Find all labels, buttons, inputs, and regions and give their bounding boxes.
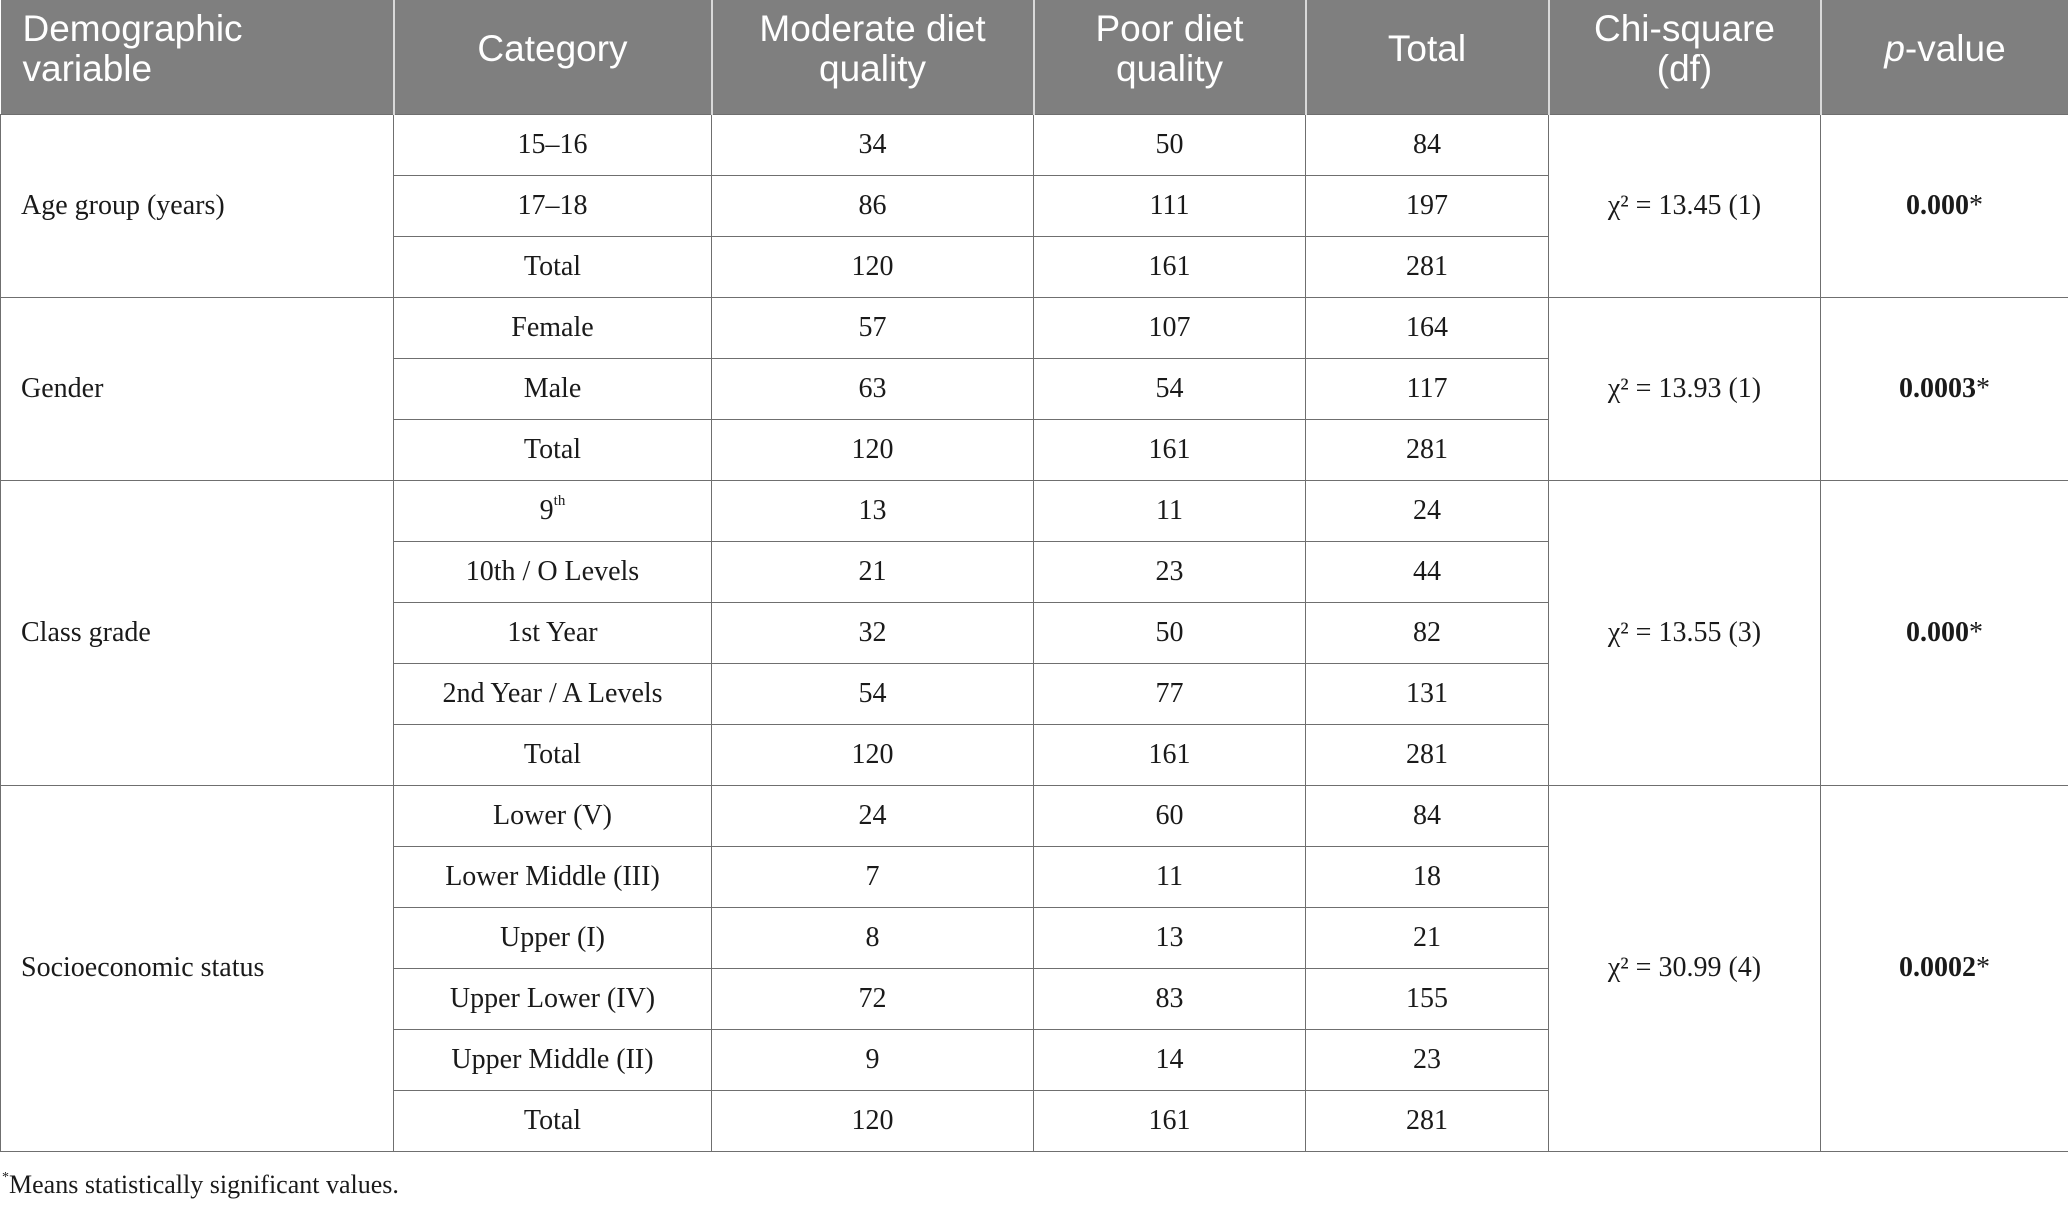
header-text-line: variable bbox=[22, 47, 153, 89]
category-cell bbox=[394, 846, 712, 907]
category-text: Female bbox=[511, 311, 594, 343]
header-p-rest: -value bbox=[1904, 27, 2006, 69]
moderate-diet-cell: 57 bbox=[712, 297, 1034, 358]
header-chi-square bbox=[1549, 0, 1821, 114]
total-cell: 117 bbox=[1306, 358, 1549, 419]
poor-diet-cell: 107 bbox=[1034, 297, 1306, 358]
total-cell: 197 bbox=[1306, 175, 1549, 236]
header-p-letter: p bbox=[1884, 27, 1905, 69]
significance-star: * bbox=[1969, 189, 1983, 221]
table-row bbox=[1, 785, 2068, 846]
poor-diet-cell: 161 bbox=[1034, 236, 1306, 297]
category-text: 10th / O Levels bbox=[465, 555, 640, 587]
category-cell bbox=[394, 358, 712, 419]
header-text-line: Demographic bbox=[22, 7, 243, 49]
header-text-line: (df) bbox=[1656, 47, 1713, 89]
table-footnote bbox=[2, 1170, 399, 1200]
table-row bbox=[1, 114, 2068, 175]
table-header bbox=[1, 0, 2068, 114]
poor-diet-cell: 50 bbox=[1034, 114, 1306, 175]
p-value-cell bbox=[1821, 297, 2068, 480]
poor-diet-cell: 77 bbox=[1034, 663, 1306, 724]
category-cell bbox=[394, 541, 712, 602]
header-p-value bbox=[1821, 0, 2068, 114]
moderate-diet-cell: 86 bbox=[712, 175, 1034, 236]
category-cell bbox=[394, 907, 712, 968]
moderate-diet-cell: 21 bbox=[712, 541, 1034, 602]
chi-square-cell: χ² = 13.93 (1) bbox=[1549, 297, 1821, 480]
total-cell: 23 bbox=[1306, 1029, 1549, 1090]
category-cell bbox=[394, 480, 712, 541]
moderate-diet-cell: 9 bbox=[712, 1029, 1034, 1090]
category-cell bbox=[394, 114, 712, 175]
header-text-line: quality bbox=[819, 47, 926, 89]
demographic-variable-cell: Class grade bbox=[1, 480, 394, 785]
category-cell bbox=[394, 419, 712, 480]
table-body bbox=[1, 114, 2068, 1151]
chi-square-cell: χ² = 13.45 (1) bbox=[1549, 114, 1821, 297]
header-text-line: Moderate diet bbox=[759, 7, 986, 49]
header-demographic-variable bbox=[1, 0, 394, 114]
poor-diet-cell: 54 bbox=[1034, 358, 1306, 419]
category-text: 1st Year bbox=[507, 616, 598, 648]
category-text: Total bbox=[523, 1104, 582, 1136]
header-poor-diet-quality bbox=[1034, 0, 1306, 114]
category-text: Lower Middle (III) bbox=[445, 860, 660, 892]
p-value-text: 0.000 bbox=[1906, 616, 1969, 648]
total-cell: 281 bbox=[1306, 419, 1549, 480]
moderate-diet-cell: 34 bbox=[712, 114, 1034, 175]
category-text: 2nd Year / A Levels bbox=[442, 677, 663, 709]
header-row bbox=[1, 0, 2068, 114]
header-text-line: Chi-square bbox=[1594, 7, 1775, 49]
category-text: 9 bbox=[539, 494, 554, 526]
p-value-cell bbox=[1821, 114, 2068, 297]
total-cell: 82 bbox=[1306, 602, 1549, 663]
poor-diet-cell: 50 bbox=[1034, 602, 1306, 663]
category-text: 17–18 bbox=[517, 189, 588, 221]
category-text: Upper (I) bbox=[500, 921, 605, 953]
moderate-diet-cell: 8 bbox=[712, 907, 1034, 968]
moderate-diet-cell: 120 bbox=[712, 1090, 1034, 1151]
chi-square-cell: χ² = 30.99 (4) bbox=[1549, 785, 1821, 1151]
poor-diet-cell: 161 bbox=[1034, 1090, 1306, 1151]
p-value-cell bbox=[1821, 480, 2068, 785]
header-text-line: Poor diet bbox=[1095, 7, 1244, 49]
p-value-text: 0.000 bbox=[1906, 189, 1969, 221]
header-category: Category bbox=[394, 0, 712, 114]
total-cell: 24 bbox=[1306, 480, 1549, 541]
total-cell: 21 bbox=[1306, 907, 1549, 968]
category-text: Upper Middle (II) bbox=[451, 1043, 654, 1075]
category-text: Upper Lower (IV) bbox=[449, 982, 656, 1014]
moderate-diet-cell: 32 bbox=[712, 602, 1034, 663]
demographic-variable-cell: Age group (years) bbox=[1, 114, 394, 297]
demographic-variable-cell: Gender bbox=[1, 297, 394, 480]
significance-star: * bbox=[1976, 372, 1990, 404]
total-cell: 84 bbox=[1306, 785, 1549, 846]
category-cell bbox=[394, 724, 712, 785]
significance-star: * bbox=[1976, 952, 1990, 983]
footnote-text: Means statistically significant values. bbox=[9, 1170, 399, 1199]
poor-diet-cell: 13 bbox=[1034, 907, 1306, 968]
total-cell: 281 bbox=[1306, 236, 1549, 297]
category-cell bbox=[394, 236, 712, 297]
chi-square-cell: χ² = 13.55 (3) bbox=[1549, 480, 1821, 785]
category-cell bbox=[394, 297, 712, 358]
poor-diet-cell: 11 bbox=[1034, 846, 1306, 907]
total-cell: 84 bbox=[1306, 114, 1549, 175]
category-cell bbox=[394, 968, 712, 1029]
moderate-diet-cell: 72 bbox=[712, 968, 1034, 1029]
table-row bbox=[1, 297, 2068, 358]
total-cell: 44 bbox=[1306, 541, 1549, 602]
significance-star: * bbox=[1969, 616, 1983, 648]
p-value-text: 0.0003 bbox=[1899, 372, 1976, 404]
category-cell bbox=[394, 1090, 712, 1151]
header-text-line: quality bbox=[1116, 47, 1223, 89]
moderate-diet-cell: 120 bbox=[712, 419, 1034, 480]
header-total: Total bbox=[1306, 0, 1549, 114]
moderate-diet-cell: 24 bbox=[712, 785, 1034, 846]
poor-diet-cell: 161 bbox=[1034, 419, 1306, 480]
p-value-text: 0.0002 bbox=[1899, 952, 1976, 983]
category-text: Total bbox=[523, 250, 582, 282]
category-text: Lower (V) bbox=[493, 799, 612, 831]
moderate-diet-cell: 13 bbox=[712, 480, 1034, 541]
footnote-marker: * bbox=[2, 1170, 9, 1186]
total-cell: 281 bbox=[1306, 724, 1549, 785]
category-text: Male bbox=[523, 372, 582, 404]
category-cell bbox=[394, 1029, 712, 1090]
poor-diet-cell: 23 bbox=[1034, 541, 1306, 602]
moderate-diet-cell: 54 bbox=[712, 663, 1034, 724]
category-cell bbox=[394, 175, 712, 236]
p-value-cell bbox=[1821, 785, 2068, 1151]
category-text: Total bbox=[523, 433, 582, 465]
header-moderate-diet-quality bbox=[712, 0, 1034, 114]
category-cell bbox=[394, 602, 712, 663]
total-cell: 281 bbox=[1306, 1090, 1549, 1151]
category-text: 15–16 bbox=[517, 128, 588, 160]
poor-diet-cell: 14 bbox=[1034, 1029, 1306, 1090]
moderate-diet-cell: 120 bbox=[712, 724, 1034, 785]
poor-diet-cell: 11 bbox=[1034, 480, 1306, 541]
moderate-diet-cell: 63 bbox=[712, 358, 1034, 419]
moderate-diet-cell: 120 bbox=[712, 236, 1034, 297]
total-cell: 155 bbox=[1306, 968, 1549, 1029]
table-row bbox=[1, 480, 2068, 541]
poor-diet-cell: 83 bbox=[1034, 968, 1306, 1029]
poor-diet-cell: 161 bbox=[1034, 724, 1306, 785]
category-cell bbox=[394, 663, 712, 724]
total-cell: 164 bbox=[1306, 297, 1549, 358]
category-cell bbox=[394, 785, 712, 846]
total-cell: 18 bbox=[1306, 846, 1549, 907]
poor-diet-cell: 60 bbox=[1034, 785, 1306, 846]
category-text: Total bbox=[523, 738, 582, 770]
total-cell: 131 bbox=[1306, 663, 1549, 724]
poor-diet-cell: 111 bbox=[1034, 175, 1306, 236]
demographic-variable-cell: Socioeconomic status bbox=[1, 785, 394, 1151]
moderate-diet-cell: 7 bbox=[712, 846, 1034, 907]
category-superscript: th bbox=[553, 493, 566, 510]
